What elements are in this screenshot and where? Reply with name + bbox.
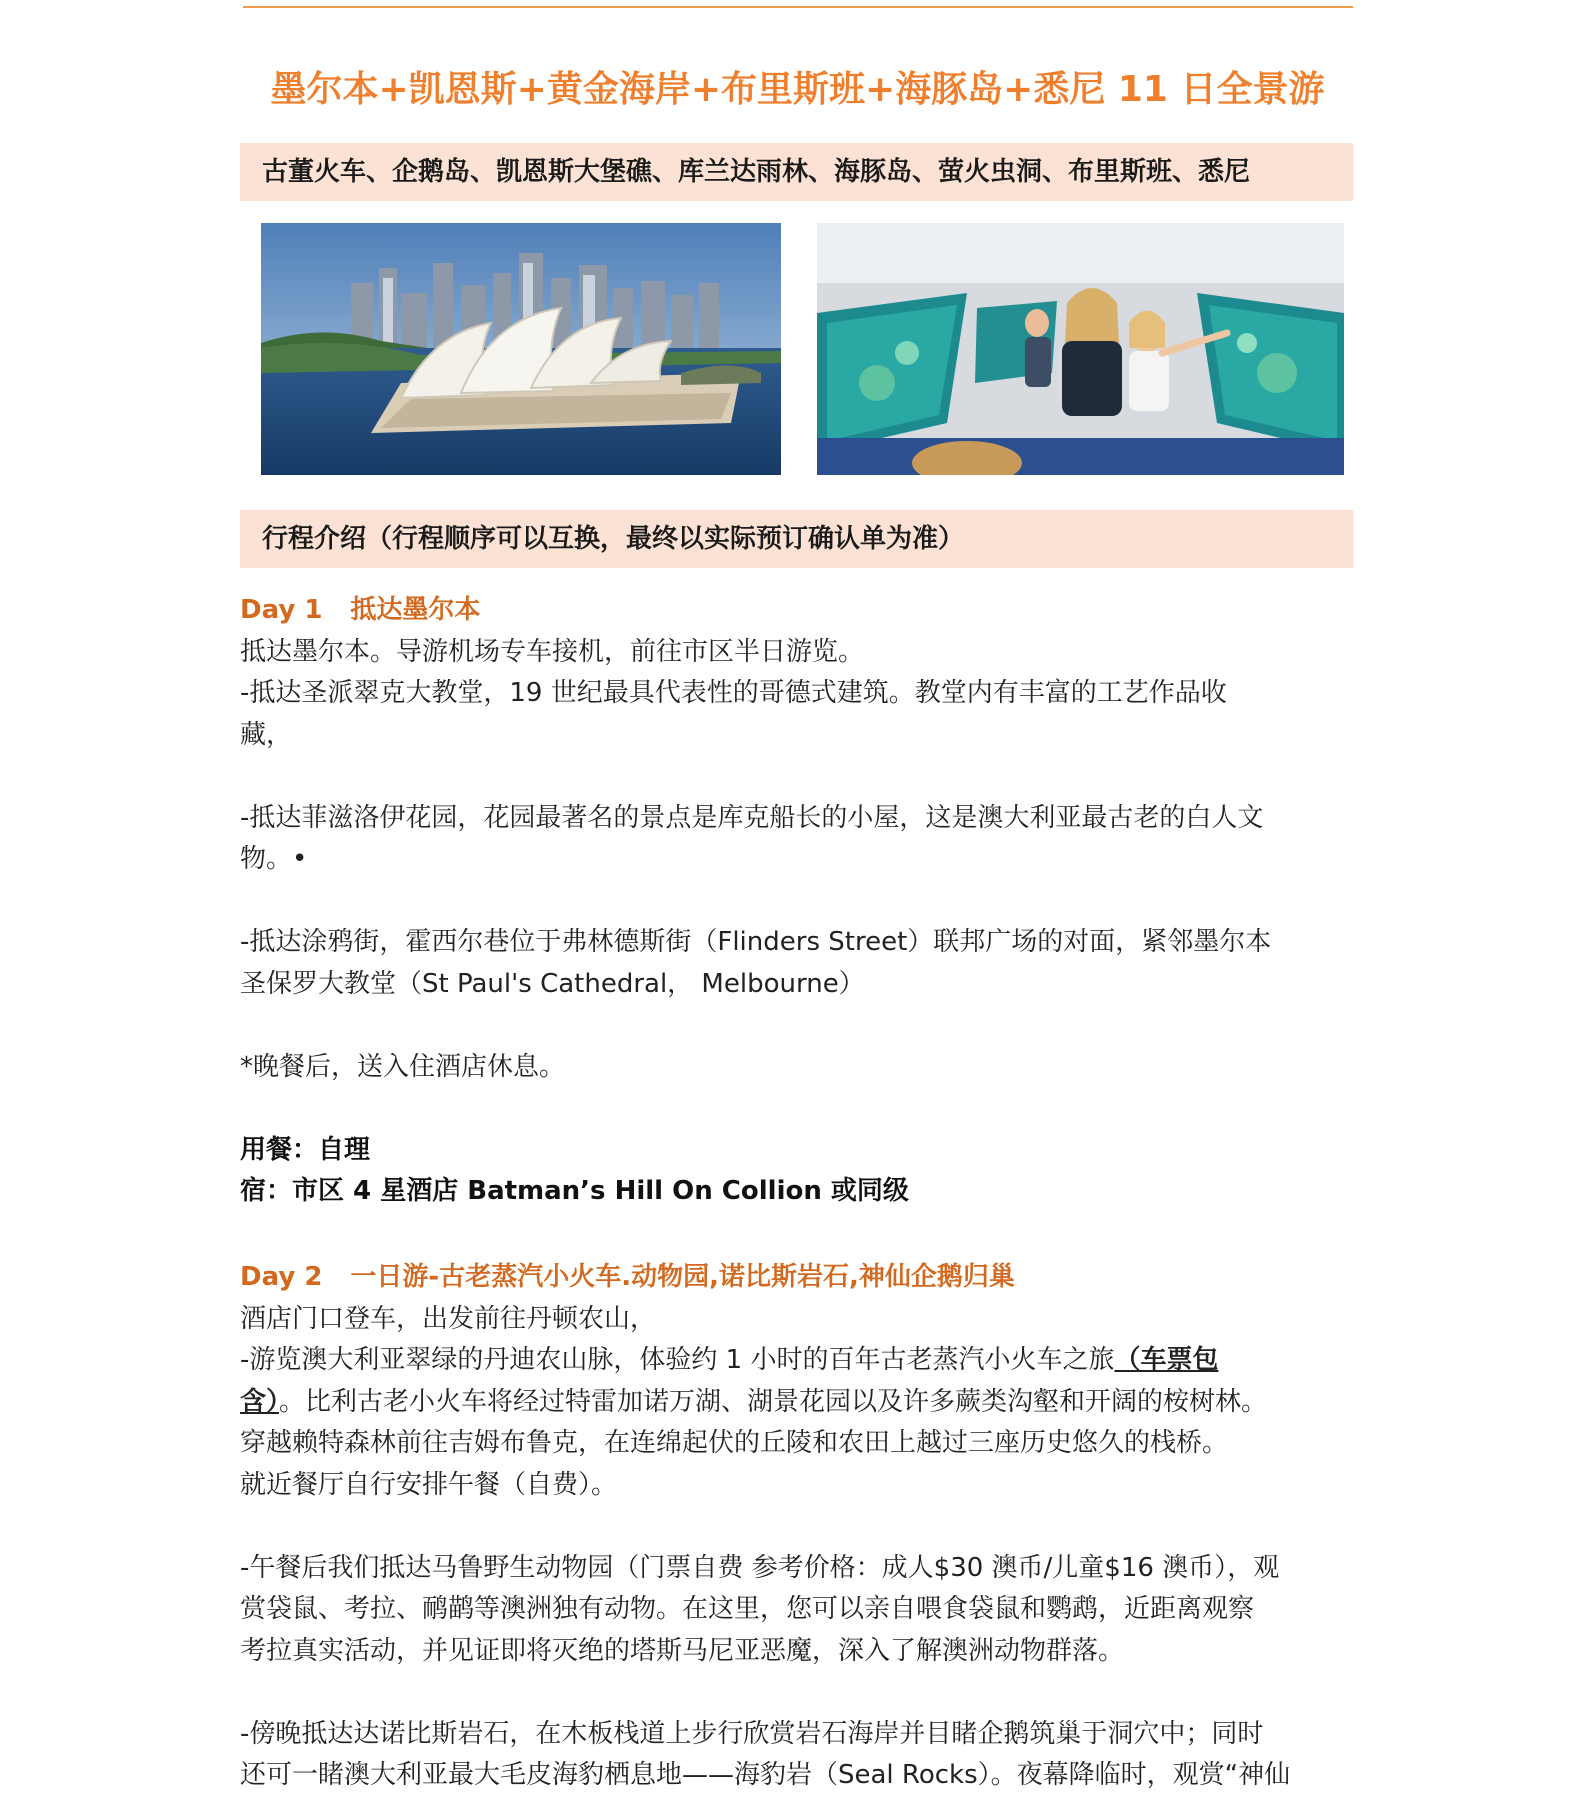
page-title: 墨尔本+凯恩斯+黄金海岸+布里斯班+海豚岛+悉尼 11 日全景游 xyxy=(270,69,1325,110)
day-1-hotel: 宿：市区 4 星酒店 Batman’s Hill On Collion 或同级 xyxy=(240,1176,909,1206)
day-2-text: -游览澳大利亚翠绿的丹迪农山脉，体验约 1 小时的百年古老蒸汽小火车之旅 xyxy=(240,1345,1115,1375)
day-1-paragraph: 圣保罗大教堂（St Paul's Cathedral， Melbourne） xyxy=(240,968,865,999)
day-2-section xyxy=(240,1257,1355,1797)
day-1-meal: 用餐：自理 xyxy=(240,1134,371,1165)
day-2-title: 一日游-古老蒸汽小火车.动物园,诺比斯岩石,神仙企鹅归巢 xyxy=(350,1262,1015,1292)
day-1-paragraph: -抵达菲滋洛伊花园，花园最著名的景点是库克船长的小屋，这是澳大利亚最古老的白人文 xyxy=(240,802,1264,833)
day-1-label: Day 1 xyxy=(240,595,323,625)
day-1-heading xyxy=(240,590,1355,632)
day-1-section xyxy=(240,590,1355,1213)
top-divider-line xyxy=(243,6,1353,8)
itinerary-intro-banner: 行程介绍（行程顺序可以互换，最终以实际预订确认单为准） xyxy=(240,510,1353,568)
day-1-paragraph: 抵达墨尔本。导游机场专车接机，前往市区半日游览。 xyxy=(240,636,865,667)
sydney-opera-house-photo xyxy=(261,223,781,475)
day-1-title: 抵达墨尔本 xyxy=(350,595,481,625)
reef-glass-bottom-boat-photo xyxy=(817,223,1344,475)
day-2-paragraph xyxy=(240,1340,1355,1382)
ticket-included-note: （车票包 xyxy=(1114,1345,1219,1375)
day-1-paragraph: -抵达圣派翠克大教堂，19 世纪最具代表性的哥德式建筑。教堂内有丰富的工艺作品收 xyxy=(240,678,1227,708)
day-2-paragraph: 穿越赖特森林前往吉姆布鲁克，在连绵起伏的丘陵和农田上越过三座历史悠久的栈桥。 xyxy=(240,1428,1229,1458)
day-2-paragraph: 赏袋鼠、考拉、鸸鹋等澳洲独有动物。在这里，您可以亲自喂食袋鼠和鹦鹉，近距离观察 xyxy=(240,1594,1255,1624)
day-2-paragraph: -傍晚抵达达诺比斯岩石，在木板栈道上步行欣赏岩石海岸并目睹企鹅筑巢于洞穴中；同时 xyxy=(240,1718,1264,1749)
day-2-paragraph: 考拉真实活动，并见证即将灭绝的塔斯马尼亚恶魔，深入了解澳洲动物群落。 xyxy=(240,1635,1125,1666)
day-2-heading xyxy=(240,1257,1355,1299)
day-1-paragraph: 物。• xyxy=(240,844,308,874)
day-2-paragraph: 就近餐厅自行安排午餐（自费）。 xyxy=(240,1469,618,1500)
day-1-paragraph: -抵达涂鸦街，霍西尔巷位于弗林德斯街（Flinders Street）联邦广场的对面，紧邻墨尔本 xyxy=(240,927,1272,957)
day-2-paragraph: -午餐后我们抵达马鲁野生动物园（门票自费 参考价格：成人$30 澳币/儿童$16 澳币），观 xyxy=(240,1552,1280,1583)
day-2-label: Day 2 xyxy=(240,1262,323,1292)
day-2-text: 。比利古老小火车将经过特雷加诺万湖、湖景花园以及许多蕨类沟壑和开阔的桉树林。 xyxy=(279,1386,1268,1417)
day-2-paragraph xyxy=(240,1382,1355,1424)
highlights-banner: 古董火车、企鹅岛、凯恩斯大堡礁、库兰达雨林、海豚岛、萤火虫洞、布里斯班、悉尼 xyxy=(240,143,1353,201)
day-1-paragraph: *晚餐后，送入住酒店休息。 xyxy=(240,1051,566,1082)
ticket-included-note-end: 含） xyxy=(240,1386,280,1417)
day-2-paragraph: 还可一睹澳大利亚最大毛皮海豹栖息地——海豹岩（Seal Rocks）。夜幕降临时，观赏“神仙 xyxy=(240,1760,1291,1790)
day-2-paragraph: 酒店门口登车，出发前往丹顿农山， xyxy=(240,1303,657,1334)
day-1-paragraph: 藏， xyxy=(240,719,293,750)
